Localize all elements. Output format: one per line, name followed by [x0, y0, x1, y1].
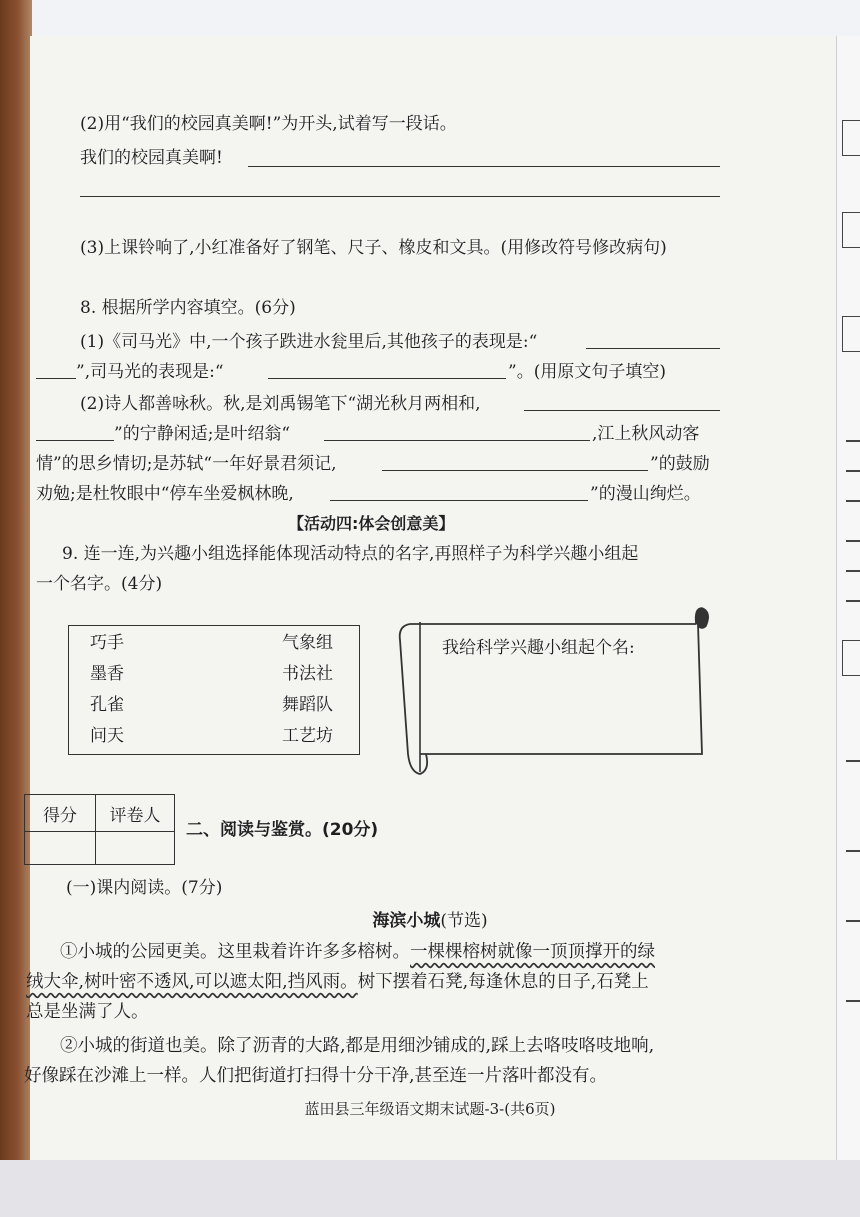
group-name-left[interactable]: 问天	[90, 726, 124, 746]
blank-line[interactable]	[36, 440, 114, 441]
next-page-line	[846, 470, 860, 472]
passage-title	[0, 906, 860, 931]
group-type-right[interactable]: 书法社	[282, 664, 333, 684]
q8-line4b: ,江上秋风动客	[592, 424, 700, 444]
answer-line[interactable]	[248, 166, 720, 167]
background-bottom	[0, 1160, 860, 1217]
next-page-line	[846, 1000, 860, 1002]
blank-line[interactable]	[268, 378, 506, 379]
passage-title-text: 海滨小城	[372, 911, 441, 931]
next-page-line	[846, 570, 860, 572]
scroll-frame	[396, 604, 714, 780]
q7-part3: (3)上课铃响了,小红准备好了钢笔、尺子、橡皮和文具。(用修改符号修改病句)	[80, 238, 667, 258]
section2-heading: 二、阅读与鉴赏。(20分)	[186, 820, 379, 840]
q8-line2b: ”。(用原文句子填空)	[508, 362, 666, 382]
q9-line1: 9. 连一连,为兴趣小组选择能体现活动特点的名字,再照样子为科学兴趣小组起	[62, 544, 639, 564]
passage-p1-underlined: 一棵棵榕树就像一顶顶撑开的绿	[410, 942, 655, 962]
q8-line6b: ”的漫山绚烂。	[590, 484, 701, 504]
page-footer: 蓝田县三年级语文期末试题-3-(共6页)	[304, 1100, 556, 1118]
group-name-left[interactable]: 孔雀	[90, 695, 124, 715]
q8-line3: (2)诗人都善咏秋。秋,是刘禹锡笔下“湖光秋月两相和,	[80, 394, 481, 414]
passage-p1-a: ①小城的公园更美。这里栽着许许多多榕树。	[60, 942, 410, 962]
scroll-prompt: 我给科学兴趣小组起个名:	[442, 638, 635, 658]
next-page-edge	[836, 36, 860, 1160]
blank-line[interactable]	[36, 378, 76, 379]
next-page-line	[846, 540, 860, 542]
q7-part2-start: 我们的校园真美啊!	[80, 148, 223, 168]
score-label: 得分	[25, 795, 96, 832]
blank-line[interactable]	[586, 348, 720, 349]
next-page-line	[846, 850, 860, 852]
q7-part2-prompt: (2)用“我们的校园真美啊!”为开头,试着写一段话。	[80, 114, 457, 134]
score-cell[interactable]	[25, 832, 96, 865]
activity4-heading: 【活动四:体会创意美】	[288, 514, 455, 533]
q8-line1: (1)《司马光》中,一个孩子跌进水瓮里后,其他孩子的表现是:“	[80, 332, 538, 352]
next-page-box	[842, 316, 860, 352]
grader-cell[interactable]	[96, 832, 175, 865]
passage-p1-line3: 总是坐满了人。	[26, 1002, 149, 1022]
q8-line6a: 劝勉;是杜牧眼中“停车坐爱枫林晚,	[36, 484, 294, 504]
next-page-box	[842, 212, 860, 248]
part1-heading: (一)课内阅读。(7分)	[66, 878, 223, 898]
group-name-left[interactable]: 巧手	[90, 633, 124, 653]
next-page-line	[846, 600, 860, 602]
passage-p2-line2: 好像踩在沙滩上一样。人们把街道打扫得十分干净,甚至连一片落叶都没有。	[24, 1066, 608, 1086]
score-table	[24, 794, 175, 865]
group-name-left[interactable]: 墨香	[90, 664, 124, 684]
q8-line5a: 情”的思乡情切;是苏轼“一年好景君须记,	[36, 454, 337, 474]
passage-p1	[60, 944, 655, 962]
next-page-line	[846, 500, 860, 502]
group-type-right[interactable]: 气象组	[282, 633, 333, 653]
next-page-box	[842, 640, 860, 676]
passage-p1-line2	[26, 974, 649, 992]
q9-line2: 一个名字。(4分)	[36, 574, 163, 594]
passage-p2-line1: ②小城的街道也美。除了沥青的大路,都是用细沙铺成的,踩上去咯吱咯吱地响,	[60, 1036, 655, 1056]
next-page-line	[846, 760, 860, 762]
q8-title: 8. 根据所学内容填空。(6分)	[80, 298, 296, 318]
blank-line[interactable]	[330, 500, 588, 501]
background-top	[0, 0, 860, 36]
q8-line5b: ”的鼓励	[650, 454, 710, 474]
group-type-right[interactable]: 舞蹈队	[282, 695, 333, 715]
grader-label: 评卷人	[96, 795, 175, 832]
next-page-box	[842, 120, 860, 156]
blank-line[interactable]	[324, 440, 590, 441]
group-type-right[interactable]: 工艺坊	[282, 726, 333, 746]
next-page-line	[846, 440, 860, 442]
blank-line[interactable]	[524, 410, 720, 411]
blank-line[interactable]	[382, 470, 648, 471]
q8-line4a: ”的宁静闲适;是叶绍翁“	[114, 424, 291, 444]
desk-edge	[0, 0, 32, 1217]
passage-title-note: (节选)	[440, 911, 488, 931]
passage-p1-underlined-2: 绒大伞,树叶密不透风,可以遮太阳,挡风雨。	[26, 972, 358, 992]
q8-line2a: ”,司马光的表现是:“	[76, 362, 224, 382]
answer-line[interactable]	[80, 196, 720, 197]
passage-p1-d: 树下摆着石凳,每逢休息的日子,石凳上	[357, 972, 649, 992]
